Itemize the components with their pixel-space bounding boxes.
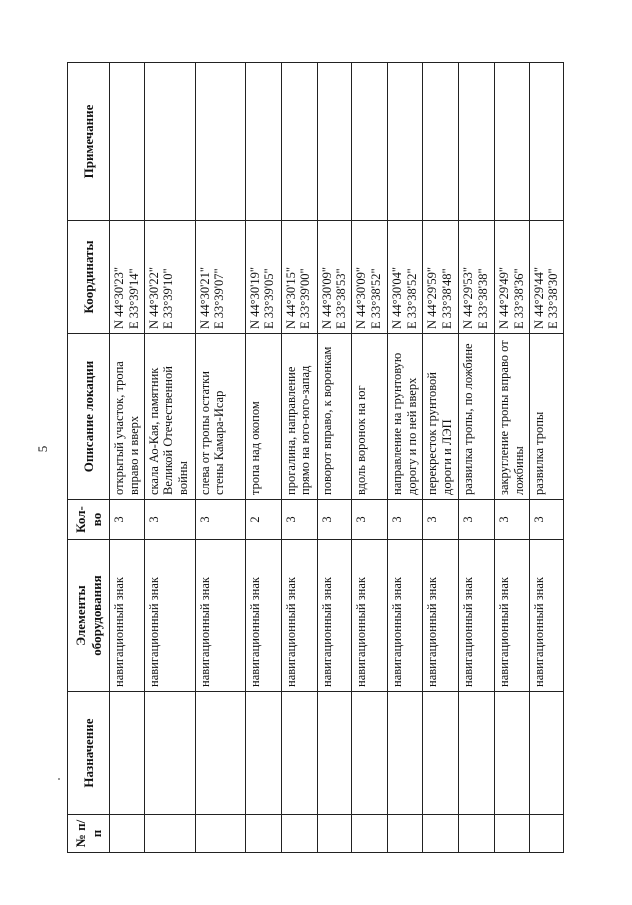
cell-equipment: навигационный знак	[352, 540, 388, 692]
cell-purpose	[245, 692, 281, 815]
header-purpose: Назначение	[68, 692, 110, 815]
cell-purpose	[423, 692, 459, 815]
cell-equipment: навигационный знак	[245, 540, 281, 692]
header-number: № п/п	[68, 815, 110, 853]
cell-number	[195, 815, 245, 853]
table-row	[110, 63, 145, 853]
coordinate-east: E 33°39'05"	[262, 268, 277, 329]
rotated-table-wrapper	[67, 63, 577, 853]
coordinate-north: N 44°29'49"	[497, 266, 511, 329]
cell-quantity: 3	[388, 500, 423, 540]
cell-quantity: 3	[281, 500, 317, 540]
table-row	[495, 63, 530, 853]
cell-equipment: навигационный знак	[388, 540, 423, 692]
cell-number	[245, 815, 281, 853]
cell-number	[317, 815, 352, 853]
cell-quantity: 3	[529, 500, 564, 540]
cell-description: открытый участок, тропа вправо и вверх	[110, 334, 145, 500]
coordinate-north: N 44°30'09"	[354, 266, 368, 329]
cell-note	[388, 63, 423, 221]
cell-quantity: 3	[144, 500, 195, 540]
cell-purpose	[495, 692, 530, 815]
cell-coordinates	[529, 221, 564, 334]
cell-description: скала Ао-Кая, памятник Великой Отечественной войны	[144, 334, 195, 500]
cell-description: перекресток грунтовой дороги и ЛЭП	[423, 334, 459, 500]
cell-quantity: 3	[495, 500, 530, 540]
cell-number	[144, 815, 195, 853]
cell-coordinates	[459, 221, 495, 334]
table-row	[281, 63, 317, 853]
coordinate-north: N 44°29'44"	[531, 266, 546, 329]
table-row	[144, 63, 195, 853]
cell-coordinates	[317, 221, 352, 334]
cell-purpose	[195, 692, 245, 815]
cell-quantity: 3	[352, 500, 388, 540]
table-row	[459, 63, 495, 853]
cell-description: закругление тропы вправо от ложбины	[495, 334, 530, 500]
table-row	[388, 63, 423, 853]
cell-note	[459, 63, 495, 221]
cell-coordinates	[352, 221, 388, 334]
table-row	[195, 63, 245, 853]
coordinate-north: N 44°30'21"	[197, 266, 212, 329]
cell-note	[245, 63, 281, 221]
coordinate-east: E 33°38'52"	[368, 268, 383, 329]
cell-equipment: навигационный знак	[317, 540, 352, 692]
cell-description: развилка тропы	[529, 334, 564, 500]
cell-quantity: 3	[423, 500, 459, 540]
coordinate-north: N 44°30'04"	[390, 266, 404, 329]
cell-quantity: 3	[110, 500, 145, 540]
cell-coordinates	[144, 221, 195, 334]
cell-note	[352, 63, 388, 221]
locations-table	[67, 62, 564, 853]
cell-coordinates	[423, 221, 459, 334]
cell-note	[110, 63, 145, 221]
cell-purpose	[144, 692, 195, 815]
header-quantity: Кол-во	[68, 500, 110, 540]
cell-equipment: навигационный знак	[281, 540, 317, 692]
coordinate-east: E 33°38'48"	[439, 268, 454, 329]
cell-note	[195, 63, 245, 221]
cell-purpose	[459, 692, 495, 815]
cell-coordinates	[110, 221, 145, 334]
page-number: 5	[35, 445, 50, 453]
cell-note	[529, 63, 564, 221]
cell-note	[423, 63, 459, 221]
cell-purpose	[281, 692, 317, 815]
coordinate-east: E 33°39'07"	[212, 268, 227, 329]
cell-number	[423, 815, 459, 853]
cell-note	[144, 63, 195, 221]
header-coordinates: Координаты	[68, 221, 110, 334]
coordinate-east: E 33°38'36"	[511, 268, 526, 329]
cell-coordinates	[245, 221, 281, 334]
header-equipment: Элементы оборудования	[68, 540, 110, 692]
cell-equipment: навигационный знак	[529, 540, 564, 692]
cell-equipment: навигационный знак	[144, 540, 195, 692]
cell-number	[352, 815, 388, 853]
coordinate-north: N 44°30'19"	[247, 266, 262, 329]
cell-note	[495, 63, 530, 221]
cell-equipment: навигационный знак	[495, 540, 530, 692]
coordinate-north: N 44°30'09"	[319, 266, 334, 329]
coordinate-east: E 33°38'38"	[475, 268, 490, 329]
table-row	[245, 63, 281, 853]
header-note: Примечание	[68, 63, 110, 221]
cell-purpose	[352, 692, 388, 815]
cell-number	[110, 815, 145, 853]
cell-description: слева от тропы остатки стены Камара-Исар	[195, 334, 245, 500]
cell-equipment: навигационный знак	[110, 540, 145, 692]
coordinate-east: E 33°38'30"	[546, 268, 561, 329]
cell-purpose	[388, 692, 423, 815]
cell-number	[388, 815, 423, 853]
cell-number	[529, 815, 564, 853]
cell-coordinates	[281, 221, 317, 334]
coordinate-north: N 44°30'22"	[146, 266, 161, 329]
cell-coordinates	[388, 221, 423, 334]
table-row	[352, 63, 388, 853]
cell-quantity: 3	[317, 500, 352, 540]
coordinate-north: N 44°30'23"	[112, 266, 126, 329]
coordinate-east: E 33°39'00"	[298, 268, 313, 329]
cell-equipment: навигационный знак	[195, 540, 245, 692]
cell-note	[317, 63, 352, 221]
cell-number	[459, 815, 495, 853]
coordinate-east: E 33°38'52"	[404, 268, 419, 329]
cell-quantity: 3	[459, 500, 495, 540]
cell-number	[495, 815, 530, 853]
cell-description: направление на грунтовую дорогу и по ней вверх	[388, 334, 423, 500]
cell-equipment: навигационный знак	[423, 540, 459, 692]
cell-description: вдоль воронок на юг	[352, 334, 388, 500]
scan-speck	[58, 778, 60, 780]
cell-quantity: 3	[195, 500, 245, 540]
header-description: Описание локации	[68, 334, 110, 500]
table-row	[529, 63, 564, 853]
cell-description: развилка тропы, по ложбине	[459, 334, 495, 500]
table-row	[317, 63, 352, 853]
cell-description: поворот вправо, к воронкам	[317, 334, 352, 500]
coordinate-north: N 44°30'15"	[283, 266, 298, 329]
cell-quantity: 2	[245, 500, 281, 540]
cell-purpose	[110, 692, 145, 815]
coordinate-east: E 33°38'53"	[334, 268, 349, 329]
cell-description: тропа над окопом	[245, 334, 281, 500]
cell-coordinates	[195, 221, 245, 334]
cell-purpose	[317, 692, 352, 815]
cell-number	[281, 815, 317, 853]
cell-note	[281, 63, 317, 221]
table-row	[423, 63, 459, 853]
table-header-row	[68, 63, 110, 853]
cell-coordinates	[495, 221, 530, 334]
cell-description: прогалина, направление прямо на юго-юго-запад	[281, 334, 317, 500]
cell-equipment: навигационный знак	[459, 540, 495, 692]
coordinate-north: N 44°29'59"	[425, 266, 439, 329]
coordinate-east: E 33°39'10"	[161, 268, 176, 329]
cell-purpose	[529, 692, 564, 815]
coordinate-north: N 44°29'53"	[461, 266, 475, 329]
coordinate-east: E 33°39'14"	[126, 268, 141, 329]
